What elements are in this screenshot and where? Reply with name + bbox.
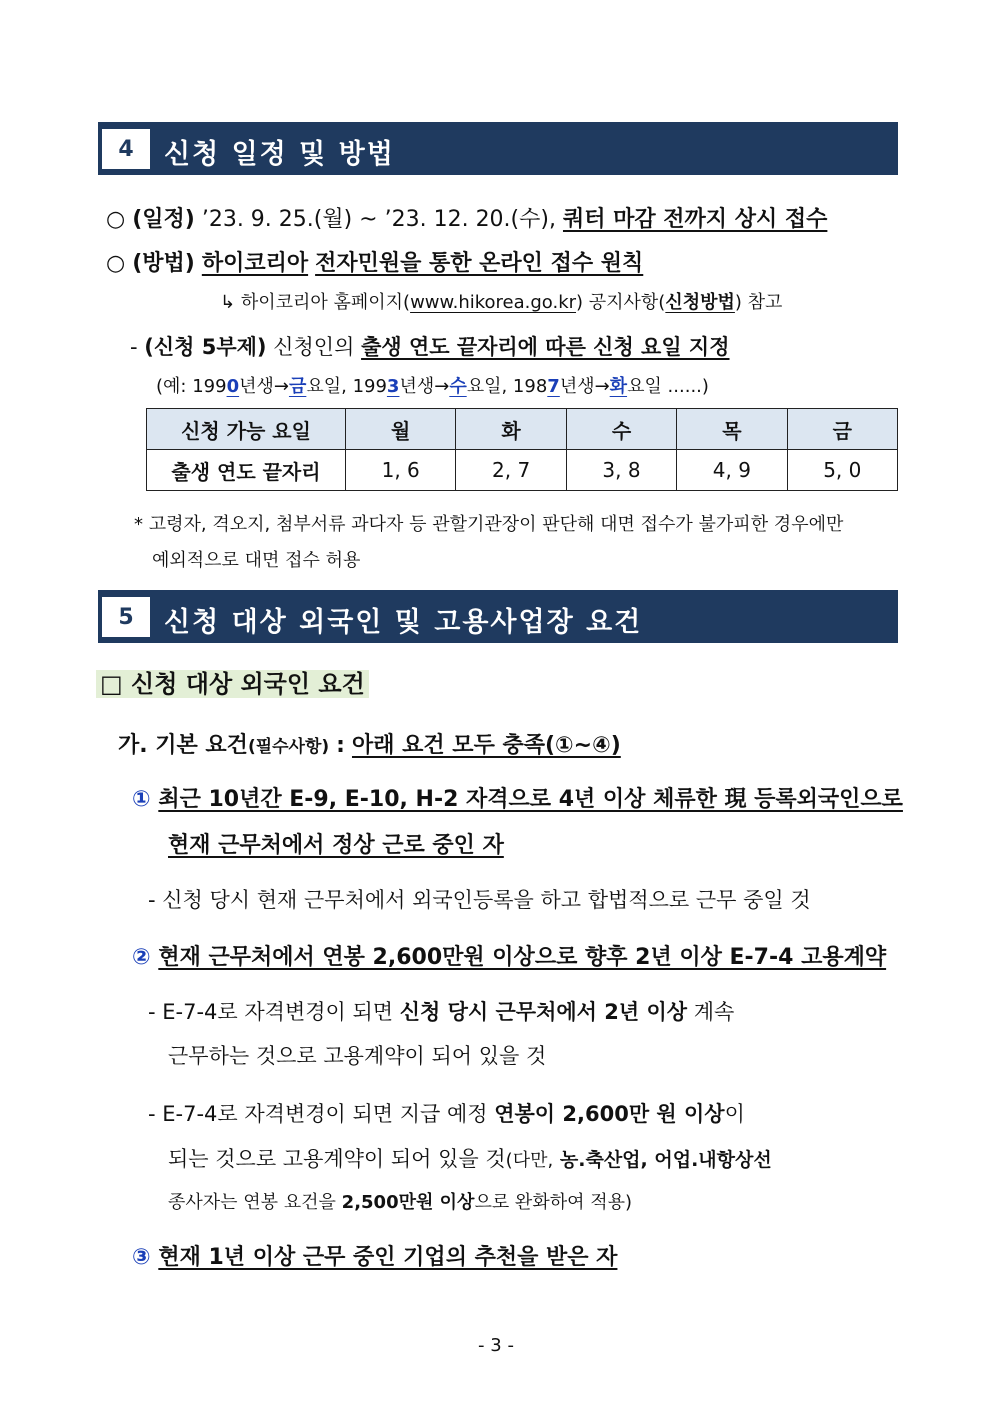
table-cell-day: 금 (787, 409, 897, 450)
example-text: 요일, 198 (466, 376, 548, 397)
sub-bold: 연봉이 2,600만 원 이상 (494, 1102, 725, 1126)
table-cell-digits: 4, 9 (677, 450, 787, 491)
reference-line (220, 288, 782, 314)
example-weekday: 수 (449, 376, 467, 397)
example-digit: 7 (547, 376, 560, 397)
five-part-line (130, 331, 730, 361)
circled-one-icon: ① (132, 787, 151, 812)
five-part-label: (신청 5부제) (144, 335, 267, 359)
five-part-emphasis: 출생 연도 끝자리에 따른 신청 요일 지정 (361, 335, 730, 359)
example-weekday: 화 (609, 376, 628, 397)
method-part1: 하이코리아 (201, 251, 309, 276)
note-line1 (134, 510, 843, 536)
sub-text: E-7-4로 자격변경이 되면 지급 예정 (162, 1102, 488, 1126)
reference-text: 하이코리아 홈페이지( (240, 292, 411, 313)
page-number: - 3 - (478, 1335, 514, 1356)
example-line (156, 372, 709, 398)
sub-bold: 농.축산업, 어업.내항상선 (559, 1149, 772, 1171)
schedule-emphasis: 쿼터 마감 전까지 상시 접수 (562, 207, 828, 232)
sub-text: (다만, (505, 1150, 554, 1171)
table-cell-digits: 5, 0 (787, 450, 897, 491)
five-part-text: 신청인의 (273, 335, 355, 359)
sub-text: E-7-4로 자격변경이 되면 (162, 1000, 394, 1024)
basic-label: 가. 기본 요건 (118, 733, 248, 758)
table-row-label: 신청 가능 요일 (147, 409, 346, 450)
table-cell-digits: 2, 7 (456, 450, 566, 491)
example-text: 년생→ (239, 376, 289, 397)
schedule-line (106, 202, 827, 233)
reference-bold: 신청방법 (665, 292, 735, 313)
table-cell-day: 화 (456, 409, 566, 450)
schedule-dates: ’23. 9. 25.(월) ~ ’23. 12. 20.(수), (201, 207, 556, 232)
requirement-3-text: 현재 1년 이상 근무 중인 기업의 추천을 받은 자 (158, 1245, 618, 1270)
basic-requirement (118, 728, 621, 759)
table-cell-digits: 3, 8 (566, 450, 676, 491)
table-row-label: 출생 연도 끝자리 (147, 450, 346, 491)
section-5-header (98, 590, 898, 643)
asterisk: * (134, 514, 143, 535)
requirement-2-sub1-line2: 근무하는 것으로 고용계약이 되어 있을 것 (168, 1044, 547, 1068)
checkbox-square-icon: □ (100, 670, 123, 698)
requirement-2-sub2-line3 (168, 1188, 632, 1214)
hikorea-link[interactable]: www.hikorea.go.kr (410, 292, 577, 313)
example-weekday: 금 (288, 376, 307, 397)
table-row (147, 409, 898, 450)
section-4-header (98, 122, 898, 175)
sub-text: 이 (724, 1102, 745, 1126)
reference-text: ) 공지사항( (576, 292, 666, 313)
sub-text: 종사자는 연봉 요건을 (168, 1192, 336, 1213)
table-cell-day: 목 (677, 409, 787, 450)
method-part2: 전자민원을 통한 온라인 접수 원칙 (315, 251, 644, 276)
dash: - (148, 1102, 156, 1126)
note-text: 고령자, 격오지, 첨부서류 과다자 등 관할기관장이 판단해 대면 접수가 불가피한 경우에만 (148, 514, 844, 535)
circled-three-icon: ③ (132, 1245, 151, 1270)
requirement-2-sub2-line1 (148, 1098, 745, 1128)
table-cell-day: 수 (566, 409, 676, 450)
method-label: (방법) (132, 251, 195, 276)
schedule-label: (일정) (132, 207, 195, 232)
example-digit: 0 (226, 376, 240, 397)
sub-bold: 2,500만원 이상 (341, 1192, 475, 1213)
requirement-1 (132, 782, 903, 813)
example-text: (예: 199 (156, 376, 227, 397)
table-cell-digits: 1, 6 (346, 450, 456, 491)
example-digit: 3 (386, 376, 400, 397)
sub-bold: 신청 당시 근무처에서 2년 이상 (399, 1000, 688, 1024)
sub-text: 되는 것으로 고용계약이 되어 있을 것 (168, 1147, 506, 1171)
dash: - (148, 888, 156, 912)
requirement-2-text: 현재 근무처에서 연봉 2,600만원 이상으로 향후 2년 이상 E-7-4 고용계약 (158, 945, 887, 970)
sub-text: 으로 완화하여 적용) (474, 1192, 633, 1213)
example-text: 년생→ (559, 376, 610, 397)
requirement-1-sub (148, 884, 811, 914)
requirement-2-sub2-line2 (168, 1143, 772, 1173)
subheading-text: 신청 대상 외국인 요건 (131, 670, 365, 698)
circle-bullet-icon: ○ (106, 207, 126, 232)
circled-two-icon: ② (132, 945, 151, 970)
requirement-2-sub1-line1 (148, 996, 734, 1026)
method-line (106, 246, 643, 277)
weekday-table (146, 408, 898, 491)
basic-paren: (필수사항) (247, 737, 330, 757)
requirement-1-sub-text: 신청 당시 현재 근무처에서 외국인등록을 하고 합법적으로 근무 중일 것 (162, 888, 811, 912)
requirement-1-line1: 최근 10년간 E-9, E-10, H-2 자격으로 4년 이상 체류한 現 등록외국인으로 (158, 787, 903, 812)
example-text: 년생→ (399, 376, 450, 397)
requirement-2 (132, 940, 886, 971)
basic-colon: : (336, 733, 345, 758)
dash: - (148, 1000, 156, 1024)
circle-bullet-icon: ○ (106, 251, 126, 276)
requirement-3 (132, 1240, 617, 1271)
reference-text: ) 참고 (734, 292, 783, 313)
example-text: 요일, 199 (306, 376, 387, 397)
return-arrow-icon: ↳ (220, 292, 236, 313)
section-number: 5 (102, 597, 150, 637)
requirement-1-line2: 현재 근무처에서 정상 근로 중인 자 (168, 833, 504, 858)
example-text: 요일 ......) (627, 376, 709, 397)
dash: - (130, 335, 138, 359)
section-title: 신청 대상 외국인 및 고용사업장 요건 (164, 607, 643, 638)
note-line2: 예외적으로 대면 접수 허용 (152, 550, 361, 571)
section-number: 4 (102, 129, 150, 169)
section-title: 신청 일정 및 방법 (164, 139, 395, 170)
table-cell-day: 월 (346, 409, 456, 450)
basic-emphasis: 아래 요건 모두 충족(①~④) (351, 733, 621, 758)
sub-text: 계속 (693, 1000, 735, 1024)
table-row (147, 450, 898, 491)
subheading (96, 664, 369, 699)
